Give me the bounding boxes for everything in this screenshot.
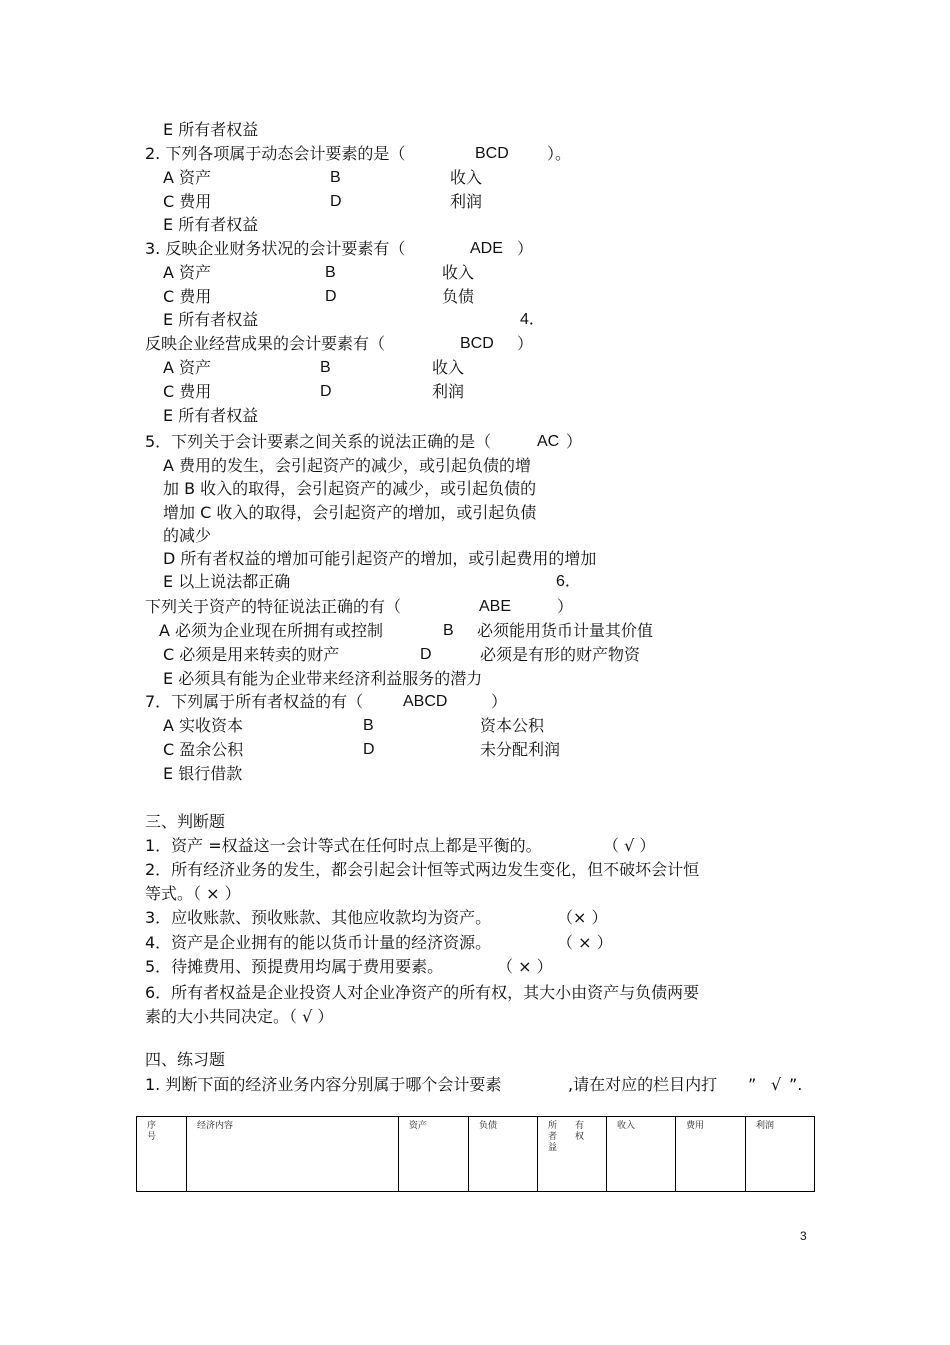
check-mark: √ [771, 1075, 782, 1094]
text-line: 等式。（ × ） [145, 884, 241, 903]
option: E 所有者权益 [163, 215, 259, 234]
col-header: 收入 [607, 1117, 676, 1192]
text-line: ” [748, 1075, 757, 1094]
option: C 费用 [163, 287, 212, 306]
option-letter: D [320, 383, 332, 400]
judgment-answer: （ √ ） [603, 836, 656, 855]
col-header: 利润 [746, 1117, 815, 1192]
option: 收入 [442, 263, 475, 282]
option-letter: D [420, 646, 432, 663]
option: C 费用 [163, 382, 212, 401]
question-6: 下列关于资产的特征说法正确的有（ [145, 597, 402, 616]
text-line: ）。 [547, 144, 572, 163]
text-line: E 所有者权益 [163, 120, 259, 139]
answer: BCD [475, 145, 509, 162]
judgment-answer: （× ） [557, 908, 608, 927]
text-line: ） [491, 692, 508, 711]
option: 负债 [442, 287, 475, 306]
option: 加 B 收入的取得，会引起资产的减少，或引起负债的 [163, 479, 537, 498]
col-header: 序 号 [137, 1117, 187, 1192]
judgment-4: 4．资产是企业拥有的能以货币计量的经济资源。 [145, 933, 492, 952]
col-header: 所 有 者 权 益 [538, 1117, 607, 1192]
answer: ABE [479, 598, 512, 615]
option: 利润 [432, 382, 465, 401]
question-5: 5．下列关于会计要素之间关系的说法正确的是（ [145, 432, 492, 451]
judgment-answer: （ × ） [497, 957, 553, 976]
judgment-5: 5．待摊费用、预提费用均属于费用要素。 [145, 957, 444, 976]
option: A 资产 [163, 358, 212, 377]
option-letter: B [330, 169, 341, 186]
answer: ADE [470, 240, 503, 257]
option-letter: B [320, 359, 331, 376]
answer: AC [537, 433, 560, 450]
option: C 费用 [163, 192, 212, 211]
option-letter: B [363, 717, 374, 734]
option: 增加 C 收入的取得，会引起资产的增加，或引起负债 [163, 503, 537, 522]
exercise-1: 1. 判断下面的经济业务内容分别属于哪个会计要素 [145, 1075, 502, 1094]
option-letter: B [443, 622, 454, 639]
option: 资本公积 [480, 716, 545, 735]
option: C 盈余公积 [163, 740, 244, 759]
judgment-3: 3．应收账款、预收账款、其他应收款均为资产。 [145, 908, 492, 927]
option: 未分配利润 [480, 740, 561, 759]
option: E 以上说法都正确 [163, 572, 291, 591]
col-header: 负债 [469, 1117, 538, 1192]
option: 收入 [432, 358, 465, 377]
question-7: 7．下列属于所有者权益的有（ [145, 692, 364, 711]
section-heading: 三、判断题 [145, 812, 226, 831]
text-line: ） [517, 334, 534, 353]
answer: ABCD [403, 693, 448, 710]
option: 收入 [450, 168, 483, 187]
option: A 必须为企业现在所拥有或控制 [159, 621, 384, 640]
option: E 必须具有能为企业带来经济利益服务的潜力 [163, 669, 483, 688]
judgment-2: 2．所有经济业务的发生，都会引起会计恒等式两边发生变化，但不破坏会计恒 [145, 860, 700, 879]
option: 利润 [450, 192, 483, 211]
judgment-6: 6．所有者权益是企业投资人对企业净资产的所有权，其大小由资产与负债两要 [145, 983, 700, 1002]
option-letter: D [325, 288, 337, 305]
option: E 所有者权益 [163, 406, 259, 425]
text-line: ,请在对应的栏目内打 [568, 1075, 718, 1094]
col-header: 经济内容 [187, 1117, 399, 1192]
text-line: ”. [789, 1075, 803, 1094]
text-line: ） [517, 239, 534, 258]
col-header: 资产 [399, 1117, 469, 1192]
option: A 资产 [163, 168, 212, 187]
option: E 所有者权益 [163, 310, 259, 329]
option: 的减少 [163, 526, 212, 545]
question-4: 反映企业经营成果的会计要素有（ [145, 334, 386, 353]
option: 必须是有形的财产物资 [480, 645, 641, 664]
option-letter: D [363, 741, 375, 758]
answer: BCD [460, 335, 494, 352]
option-letter: D [330, 193, 342, 210]
judgment-answer: （ × ） [557, 933, 613, 952]
col-header: 费用 [676, 1117, 746, 1192]
judgment-1: 1．资产 =权益这一会计等式在任何时点上都是平衡的。 [145, 836, 542, 855]
question-number: 4． [520, 311, 545, 328]
text-line: ） [566, 432, 583, 451]
option: D 所有者权益的增加可能引起资产的增加，或引起费用的增加 [163, 549, 597, 568]
table-header-row [137, 1117, 815, 1192]
option-letter: B [325, 264, 336, 281]
question-3: 3. 反映企业财务状况的会计要素有（ [145, 239, 406, 258]
option: A 实收资本 [163, 716, 244, 735]
option: E 银行借款 [163, 764, 243, 783]
text-line: ） [557, 597, 574, 616]
option: A 资产 [163, 263, 212, 282]
text-line: 素的大小共同决定。（ √ ） [145, 1007, 334, 1026]
exercise-table [136, 1116, 815, 1192]
option: 必须能用货币计量其价值 [477, 621, 654, 640]
option: C 必须是用来转卖的财产 [163, 645, 340, 664]
page-number: 3 [800, 1229, 807, 1243]
section-heading: 四、练习题 [145, 1050, 226, 1069]
question-2: 2. 下列各项属于动态会计要素的是（ [145, 144, 406, 163]
option: A 费用的发生，会引起资产的减少，或引起负债的增 [163, 456, 532, 475]
question-number: 6． [556, 573, 581, 590]
